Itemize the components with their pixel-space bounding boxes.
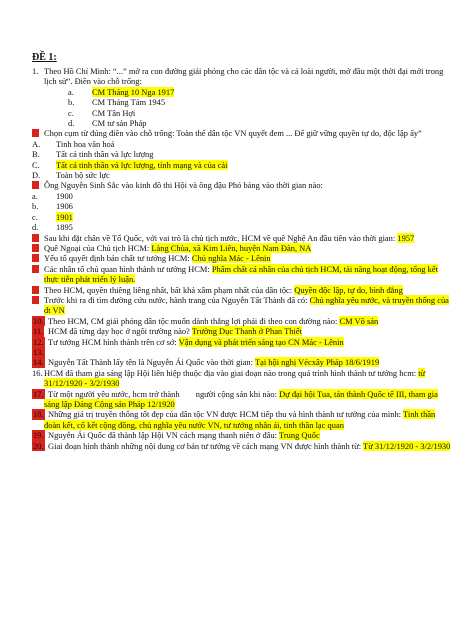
option-text: Tinh hoa văn hoá — [56, 138, 115, 149]
option-text-correct: 1901 — [56, 211, 73, 222]
option-text: Tất cả tinh thần và lực lượng — [56, 149, 154, 160]
option-letter: c. — [32, 211, 38, 222]
question-14 — [32, 357, 452, 367]
question-number: 13. — [33, 346, 44, 357]
option — [32, 97, 452, 107]
option — [32, 170, 452, 180]
question-text: Quê Ngoại của Chủ tịch HCM: — [44, 242, 150, 253]
question-number: 17. — [33, 388, 44, 399]
option — [32, 139, 452, 149]
options-q1 — [32, 87, 452, 129]
option-letter: a. — [32, 190, 38, 201]
option — [32, 108, 452, 118]
question-18 — [32, 409, 452, 430]
answer-highlight: 1957 — [397, 232, 415, 243]
question-text: Giai đoạn hình thành những nội dung cơ bản tư tưởng về cách mạng VN được hình thành từ: — [48, 440, 362, 451]
marker-icon — [32, 234, 39, 242]
question-20 — [32, 441, 452, 451]
option — [32, 118, 452, 128]
marker-icon — [32, 244, 39, 252]
option — [32, 191, 452, 201]
question-13 — [32, 347, 452, 357]
question-number: 19. — [33, 430, 44, 441]
option — [32, 87, 452, 97]
question-text: Sau khi đặt chân về Tổ Quốc, với vai trò là chủ tịch nước, HCM về quê Nghệ An đầu tiên vào thời gian: — [44, 232, 396, 243]
question-text: Ông Nguyễn Sinh Sắc vào kinh đô thi Hội và ông đậu Phó bảng vào thời gian nào: — [44, 180, 323, 191]
answer-highlight: Dự đại hội Tua, tán thành Quốc tế III, tham gia sáng lập Đảng Cộng sản Pháp 12/1920 — [44, 388, 438, 409]
marker-icon — [32, 254, 39, 262]
option-letter: A. — [32, 138, 41, 149]
answer-highlight: Từ 31/12/1920 - 3/2/1930 — [363, 440, 451, 451]
question-text: Nguyễn Tất Thành lấy tên là Nguyễn Ái Quốc vào thời gian: — [48, 357, 253, 368]
question-text: Tư tưởng HCM hình thành trên cơ sở: — [48, 336, 177, 347]
question-number: 12. — [33, 336, 44, 347]
answer-highlight: từ 31/12/1920 - 3/2/1930 — [44, 367, 426, 389]
question-text: Từ một người yêu nước, hcm trở thành — [48, 388, 180, 399]
option-letter: B. — [32, 149, 40, 160]
question-text: Nguyễn Ái Quốc đã thành lập Hội VN cách mạng thanh niên ở đâu: — [48, 430, 278, 441]
option — [32, 201, 452, 211]
question-text: Các nhân tố chủ quan hình thành tư tưởng HCM: — [44, 263, 210, 274]
option-text: 1895 — [56, 222, 73, 233]
option-text-correct: CM Tháng 10 Nga 1917 — [92, 86, 175, 97]
answer-highlight: Tinh thần đoàn kết, cố kết cộng đồng, chủ nghĩa yêu nước VN, tư tưởng nhân ái, tinh thần lạc quan — [44, 409, 436, 430]
question-9 — [32, 295, 452, 316]
question-6 — [32, 253, 452, 263]
question-text: Theo HCM, CM giải phóng dân tộc muốn dành thắng lợi phải đi theo con đường nào: — [48, 315, 338, 326]
option-text: 1906 — [56, 201, 73, 212]
marker-icon — [32, 129, 39, 137]
option-letter: c. — [68, 107, 74, 118]
option-text: CM Tháng Tám 1945 — [92, 97, 166, 108]
answer-highlight: Trường Dục Thanh ở Phan Thiết — [191, 326, 302, 337]
option-letter: D. — [32, 170, 41, 181]
question-17 — [32, 389, 452, 410]
question-11 — [32, 326, 452, 336]
question-text: Yếu tố quyết định bản chất tư tưởng HCM: — [44, 253, 190, 264]
option-text: Toàn bộ sức lực — [56, 170, 110, 181]
option-text: 1900 — [56, 190, 73, 201]
question-12 — [32, 337, 452, 347]
option-letter: d. — [32, 222, 39, 233]
option — [32, 222, 452, 232]
question-number: 14. — [33, 357, 44, 368]
question-text: Trước khi ra đi tìm đường cứu nước, hành trang của Nguyễn Tất Thành đã có: — [44, 294, 308, 305]
option — [32, 212, 452, 222]
question-7 — [32, 264, 452, 285]
marker-icon — [32, 265, 39, 273]
option-text-correct: Tất cả tinh thần và lực lượng, tính mạng và của cải — [56, 159, 228, 170]
question-number: 16. — [32, 367, 43, 378]
question-2 — [32, 128, 452, 138]
option-letter: C. — [32, 159, 40, 170]
option-letter: b. — [32, 201, 39, 212]
options-q2 — [32, 139, 452, 181]
question-text: HCM đã từng dạy học ở ngôi trường nào? — [48, 326, 190, 337]
question-number: 1. — [32, 66, 39, 76]
answer-highlight: Làng Chùa, xã Kim Liên, huyện Nam Đàn, NA — [151, 242, 312, 253]
answer-highlight: Quyền độc lập, tự do, bình đẳng — [294, 284, 403, 295]
question-3 — [32, 180, 452, 190]
option-letter: b. — [68, 97, 75, 108]
question-4 — [32, 233, 452, 243]
option-letter: a. — [68, 86, 74, 97]
question-8 — [32, 285, 452, 295]
answer-highlight: Tại hội nghị Vécxây Pháp 18/6/1919 — [254, 357, 380, 368]
answer-highlight: Chủ nghĩa Mác - Lênin — [191, 253, 271, 264]
question-16 — [32, 368, 452, 389]
options-q3 — [32, 191, 452, 233]
question-text: Theo HCM, quyền thiêng liêng nhất, bất khả xâm phạm nhất của dân tộc: — [44, 284, 293, 295]
question-text: Theo Hồ Chí Minh: “...” mở ra con đường giải phóng cho các dân tộc và cả loài người, mở đầu một thời đại mới trong lịch sử”. Điền vào chỗ trống: — [44, 66, 444, 87]
marker-icon — [32, 286, 39, 294]
doc-title: ĐỀ 1: — [32, 52, 57, 63]
question-text: Những giá trị truyền thống tốt đẹp của dân tộc VN được HCM tiếp thu và hình thành tư tưởng của mình: — [48, 409, 402, 420]
question-19 — [32, 430, 452, 440]
marker-icon — [32, 181, 39, 189]
answer-highlight: Vận dụng và phát triển sáng tạo CN Mác - Lênin — [178, 336, 344, 347]
option-letter: d. — [68, 118, 75, 129]
question-number: 11. — [33, 326, 44, 337]
answer-highlight: Trung Quốc — [278, 430, 320, 441]
question-text: Chọn cụm từ đúng điền vào chỗ trống: Toàn thể dân tộc VN quyết đem ... Để giữ vững quyền tự do, độc lập ấy” — [44, 128, 422, 139]
question-number: 20. — [33, 440, 44, 451]
option — [32, 160, 452, 170]
answer-highlight: Chủ nghĩa yêu nước, và truyền thống của dt VN — [44, 294, 449, 316]
question-text: người cộng sản khi nào: — [195, 388, 277, 399]
question-number: 18. — [33, 409, 44, 420]
answer-highlight: Phẩm chất cá nhân của chủ tịch HCM, tài năng hoạt động, tổng kết thực tiễn phát triển lý luận. — [44, 263, 438, 285]
marker-icon — [32, 296, 39, 304]
question-1 — [32, 66, 452, 87]
option-text: CM Tân Hợi — [92, 107, 136, 118]
question-number: 10. — [33, 315, 44, 326]
question-5 — [32, 243, 452, 253]
question-text: HCM đã tham gia sáng lập Hội liên hiệp thuộc địa vào giai đoạn nào trong quá trình hình thành tư tưởng hcm: — [44, 367, 417, 378]
question-10 — [32, 316, 452, 326]
option-text: CM tư sản Pháp — [92, 118, 147, 129]
answer-highlight: CM Vô sản — [339, 315, 379, 326]
option — [32, 149, 452, 159]
